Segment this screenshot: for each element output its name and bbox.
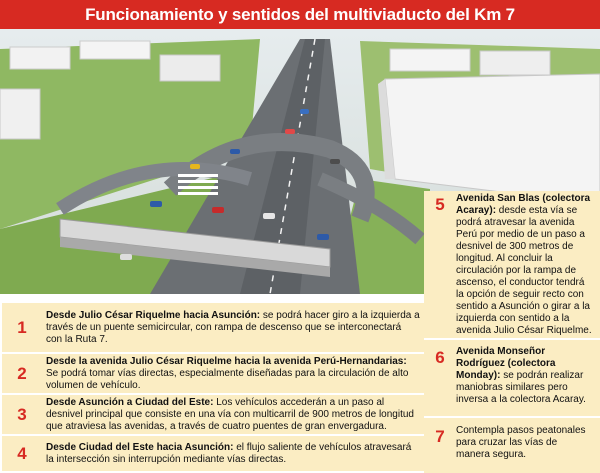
list-item xyxy=(424,425,600,469)
item-description: Avenida Monseñor Rodríguez (colectora Monday): se podrán realizar maniobras similares pero inversa a la colectora Acaray. xyxy=(456,346,586,405)
item-description: Contempla pasos peatonales para cruzar las vías de manera segura. xyxy=(456,425,586,460)
list-item xyxy=(424,193,600,335)
item-description: Avenida San Blas (colectora Acaray): desde esta vía se podrá atravesar la avenida Perú por medio de un paso a desnivel de 300 metros de longitud. Al concluir la circulación por la rampa de ascenso, el conductor tendrá la opción de seguir recto con sentido a Asunción o girar a la izquierda con sentido a la avenida Julio César Riquelme. xyxy=(456,193,592,336)
item-description: Desde Julio César Riquelme hacia Asunción: se podrá hacer giro a la izquierda a través de un puente semicircular, con rampa de descenso que se interconectará con la Ruta 7. xyxy=(46,309,420,345)
item-number: 3 xyxy=(17,404,27,424)
page-title: Funcionamiento y sentidos del multiviaducto del Km 7 xyxy=(0,0,600,29)
item-number: 6 xyxy=(435,348,445,367)
list-item xyxy=(2,395,424,435)
right-panel xyxy=(424,191,600,473)
list-item xyxy=(2,436,424,472)
list-item xyxy=(2,303,424,353)
item-number: 1 xyxy=(17,317,27,337)
item-number: 5 xyxy=(435,195,445,214)
item-number: 2 xyxy=(17,363,27,383)
item-description: Desde Ciudad del Este hacia Asunción: el flujo saliente de vehículos atravesará la intersección sin interrupción mediante vías directas. xyxy=(46,441,412,465)
item-description: Desde la avenida Julio César Riquelme hacia la avenida Perú-Hernandarias: Se podrá tomar vías directas, especialmente diseñadas para la circulación de alto volumen de vehículo. xyxy=(46,355,409,391)
list-item xyxy=(2,354,424,394)
item-number: 7 xyxy=(435,427,445,446)
item-number: 4 xyxy=(17,443,27,463)
item-description: Desde Asunción a Ciudad del Este: Los vehículos accederán a un paso al desnivel principal que consiste en una vía con multicarril de 900 metros de longitud que atraviesa las avenidas, a través de cuatro puentes de gran envergadura. xyxy=(46,396,414,432)
list-item xyxy=(424,346,600,412)
